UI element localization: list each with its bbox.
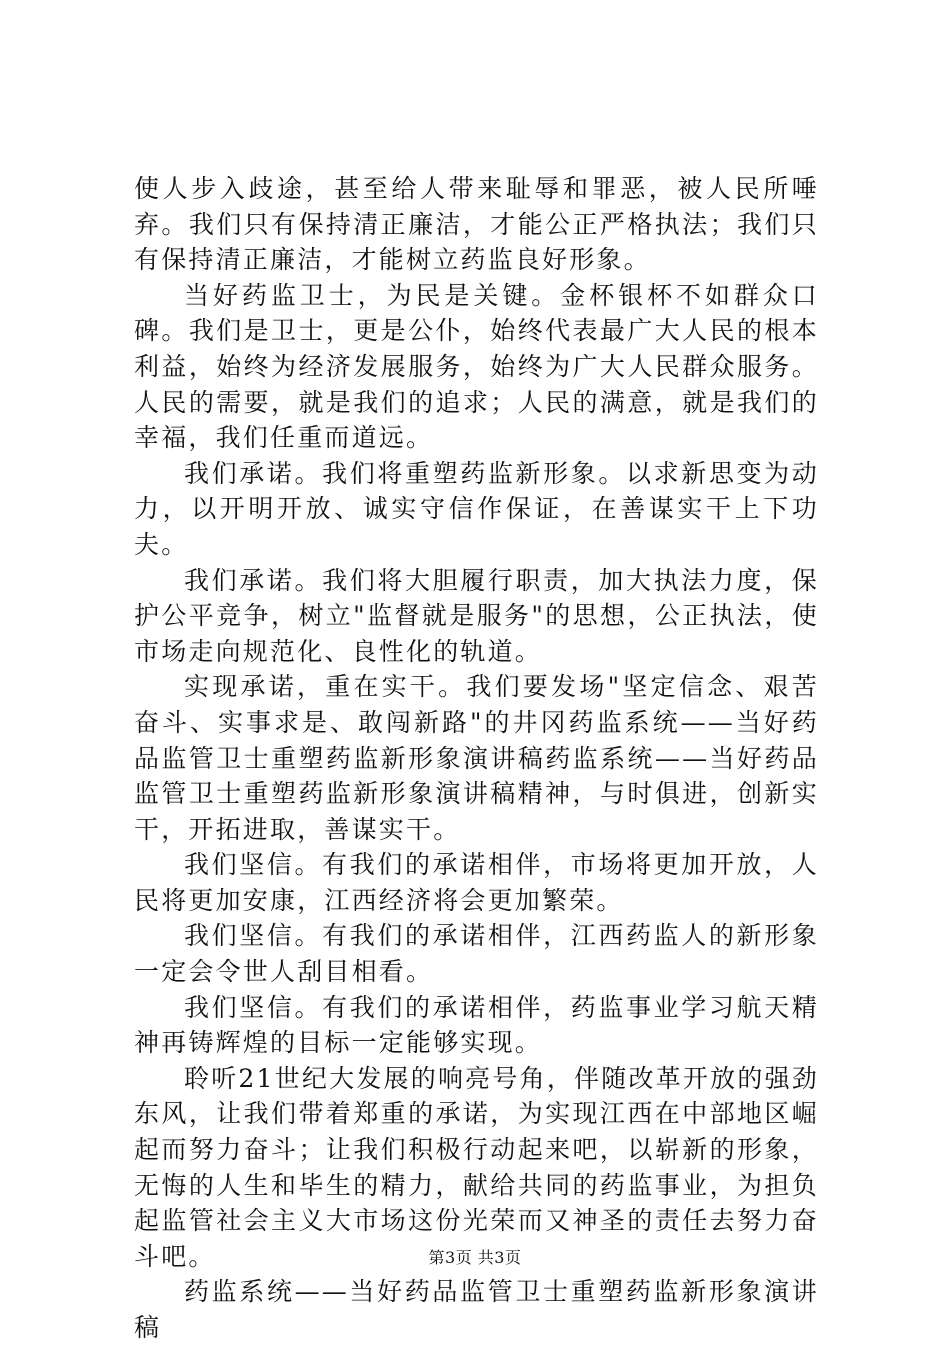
paragraph-serve-people: 当好药监卫士，为民是关键。金杯银杯不如群众口碑。我们是卫士，更是公仆，始终代表最广大人民的根本利益，始终为经济发展服务，始终为广大人民群众服务。人民的需要，就是我们的追求；人民的满意，就是我们的幸福，我们任重而道远。 <box>134 280 819 453</box>
document-body <box>134 171 819 1346</box>
paragraph-believe-market: 我们坚信。有我们的承诺相伴，市场将更加开放，人民将更加安康，江西经济将会更加繁荣。 <box>134 850 819 915</box>
paragraph-believe-image: 我们坚信。有我们的承诺相伴，江西药监人的新形象一定会令世人刮目相看。 <box>134 921 819 987</box>
paragraph-promise-image: 我们承诺。我们将重塑药监新形象。以求新思变为动力，以开明开放、诚实守信作保证，在善谋实干上下功夫。 <box>134 458 819 559</box>
paragraph-promise-duty: 我们承诺。我们将大胆履行职责，加大执法力度，保护公平竞争，树立"监督就是服务"的思想，公正执法，使市场走向规范化、良性化的轨道。 <box>134 565 819 666</box>
paragraph-believe-goal: 我们坚信。有我们的承诺相伴，药监事业学习航天精神再铸辉煌的目标一定能够实现。 <box>134 992 819 1058</box>
paragraph-call-to-action: 聆听21世纪大发展的响亮号角，伴随改革开放的强劲东风，让我们带着郑重的承诺，为实现江西在中部地区崛起而努力奋斗；让我们积极行动起来吧，以崭新的形象，无悔的人生和毕生的精力，献给共同的药监事业，为担负起监管社会主义大市场这份光荣而又神圣的责任去努力奋斗吧。 <box>134 1063 819 1271</box>
paragraph-closing-title: 药监系统——当好药品监管卫士重塑药监新形象演讲稿 <box>134 1277 819 1342</box>
page-number-footer: 第3页 共3页 <box>428 1248 522 1267</box>
paragraph-realize-promise: 实现承诺，重在实干。我们要发场"坚定信念、艰苦奋斗、实事求是、敢闯新路"的井冈药监系统——当好药品监管卫士重塑药监新形象演讲稿药监系统——当好药品监管卫士重塑药监新形象演讲稿精神，与时俱进，创新实干，开拓进取，善谋实干。 <box>134 672 819 844</box>
paragraph-continuation: 使人步入歧途，甚至给人带来耻辱和罪恶，被人民所唾弃。我们只有保持清正廉洁，才能公正严格执法；我们只有保持清正廉洁，才能树立药监良好形象。 <box>134 174 819 275</box>
